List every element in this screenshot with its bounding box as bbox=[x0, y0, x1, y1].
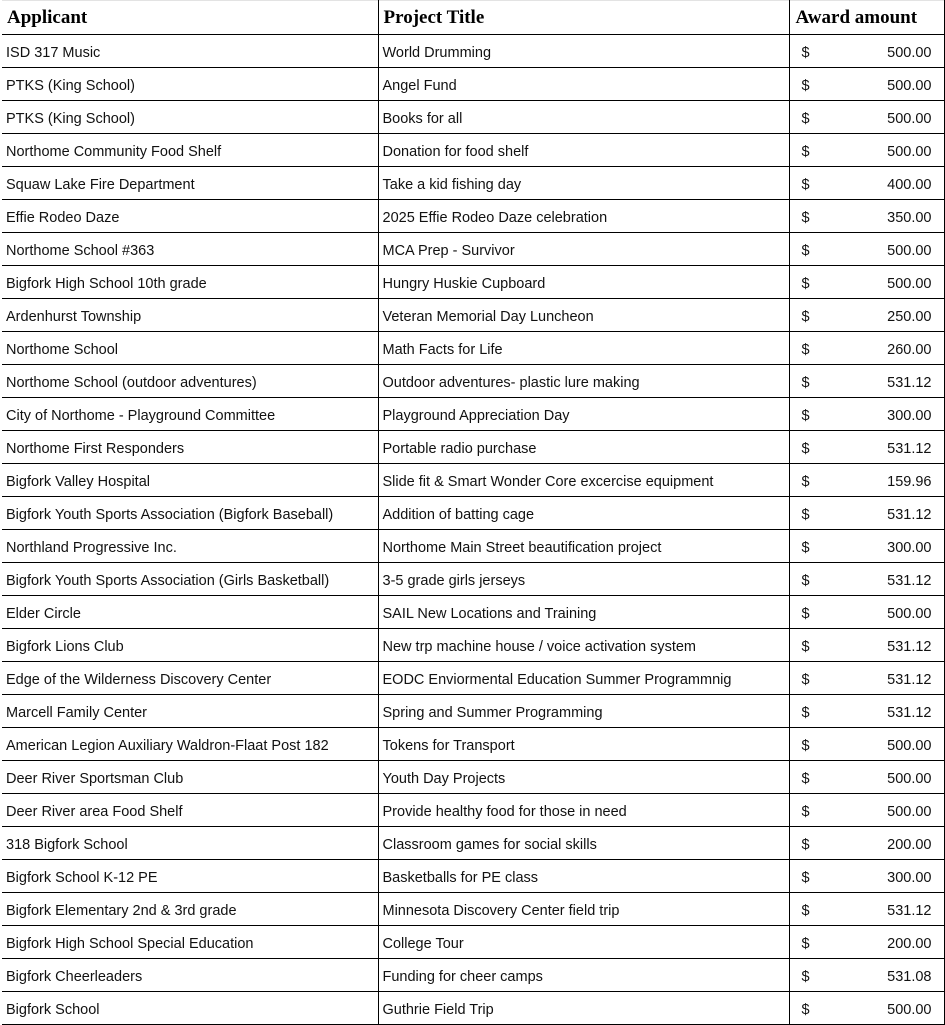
currency-symbol: $ bbox=[801, 540, 810, 556]
award-amount-value: 250.00 bbox=[887, 309, 932, 325]
cell-applicant[interactable]: Edge of the Wilderness Discovery Center bbox=[2, 662, 378, 695]
award-amount-wrapper bbox=[802, 171, 932, 199]
award-amount-value: 531.12 bbox=[887, 639, 932, 655]
award-amount-value: 531.12 bbox=[887, 672, 932, 688]
award-amount-wrapper bbox=[802, 105, 932, 133]
cell-award-amount[interactable] bbox=[789, 464, 944, 497]
table-row bbox=[2, 992, 944, 1025]
table-row bbox=[2, 959, 944, 992]
award-amount-wrapper bbox=[802, 798, 932, 826]
table-body bbox=[2, 35, 944, 1025]
cell-applicant[interactable]: Squaw Lake Fire Department bbox=[2, 167, 378, 200]
cell-project-title[interactable]: Northome Main Street beautification project bbox=[378, 530, 789, 563]
cell-applicant[interactable]: Bigfork Youth Sports Association (Bigfork Baseball) bbox=[2, 497, 378, 530]
currency-symbol: $ bbox=[801, 144, 810, 160]
cell-applicant[interactable]: Northome School (outdoor adventures) bbox=[2, 365, 378, 398]
award-amount-value: 260.00 bbox=[887, 342, 932, 358]
currency-symbol: $ bbox=[801, 375, 810, 391]
cell-project-title[interactable]: Funding for cheer camps bbox=[378, 959, 789, 992]
award-amount-wrapper bbox=[802, 237, 932, 265]
currency-symbol: $ bbox=[801, 474, 810, 490]
award-amount-wrapper bbox=[802, 468, 932, 496]
cell-applicant[interactable]: Ardenhurst Township bbox=[2, 299, 378, 332]
currency-symbol: $ bbox=[801, 177, 810, 193]
award-amount-wrapper bbox=[802, 138, 932, 166]
cell-project-title[interactable]: 2025 Effie Rodeo Daze celebration bbox=[378, 200, 789, 233]
cell-project-title[interactable]: Provide healthy food for those in need bbox=[378, 794, 789, 827]
cell-award-amount[interactable] bbox=[789, 134, 944, 167]
cell-award-amount[interactable] bbox=[789, 695, 944, 728]
award-amount-value: 500.00 bbox=[887, 606, 932, 622]
table-row bbox=[2, 332, 944, 365]
cell-project-title[interactable]: Basketballs for PE class bbox=[378, 860, 789, 893]
header-applicant[interactable]: Applicant bbox=[2, 1, 378, 35]
table-row bbox=[2, 860, 944, 893]
cell-applicant[interactable]: Deer River area Food Shelf bbox=[2, 794, 378, 827]
award-amount-wrapper bbox=[802, 336, 932, 364]
cell-award-amount[interactable] bbox=[789, 596, 944, 629]
table-row bbox=[2, 68, 944, 101]
cell-applicant[interactable]: PTKS (King School) bbox=[2, 68, 378, 101]
cell-project-title[interactable]: Playground Appreciation Day bbox=[378, 398, 789, 431]
award-amount-value: 500.00 bbox=[887, 738, 932, 754]
award-amount-value: 531.12 bbox=[887, 375, 932, 391]
award-amount-wrapper bbox=[802, 402, 932, 430]
currency-symbol: $ bbox=[801, 309, 810, 325]
cell-applicant[interactable]: Northome School bbox=[2, 332, 378, 365]
table-row bbox=[2, 662, 944, 695]
cell-award-amount[interactable] bbox=[789, 827, 944, 860]
currency-symbol: $ bbox=[801, 507, 810, 523]
award-amount-wrapper bbox=[802, 732, 932, 760]
cell-applicant[interactable]: Bigfork Cheerleaders bbox=[2, 959, 378, 992]
cell-project-title[interactable]: Take a kid fishing day bbox=[378, 167, 789, 200]
award-amount-value: 200.00 bbox=[887, 936, 932, 952]
cell-applicant[interactable]: Northland Progressive Inc. bbox=[2, 530, 378, 563]
award-amount-wrapper bbox=[802, 699, 932, 727]
cell-award-amount[interactable] bbox=[789, 926, 944, 959]
currency-symbol: $ bbox=[801, 408, 810, 424]
cell-award-amount[interactable] bbox=[789, 728, 944, 761]
header-project-title[interactable]: Project Title bbox=[378, 1, 789, 35]
table-row bbox=[2, 761, 944, 794]
cell-applicant[interactable]: Bigfork Elementary 2nd & 3rd grade bbox=[2, 893, 378, 926]
cell-project-title[interactable]: Portable radio purchase bbox=[378, 431, 789, 464]
table-row bbox=[2, 563, 944, 596]
cell-award-amount[interactable] bbox=[789, 893, 944, 926]
award-amount-value: 500.00 bbox=[887, 276, 932, 292]
award-amount-wrapper bbox=[802, 534, 932, 562]
currency-symbol: $ bbox=[801, 1002, 810, 1018]
cell-award-amount[interactable] bbox=[789, 992, 944, 1025]
table-row bbox=[2, 398, 944, 431]
table-row bbox=[2, 695, 944, 728]
cell-project-title[interactable]: Hungry Huskie Cupboard bbox=[378, 266, 789, 299]
award-amount-wrapper bbox=[802, 501, 932, 529]
cell-project-title[interactable]: MCA Prep - Survivor bbox=[378, 233, 789, 266]
table-row bbox=[2, 101, 944, 134]
table-row bbox=[2, 134, 944, 167]
cell-project-title[interactable]: EODC Enviormental Education Summer Programmnig bbox=[378, 662, 789, 695]
cell-award-amount[interactable] bbox=[789, 365, 944, 398]
cell-project-title[interactable]: Guthrie Field Trip bbox=[378, 992, 789, 1025]
currency-symbol: $ bbox=[801, 804, 810, 820]
currency-symbol: $ bbox=[801, 78, 810, 94]
currency-symbol: $ bbox=[801, 243, 810, 259]
currency-symbol: $ bbox=[801, 573, 810, 589]
currency-symbol: $ bbox=[801, 276, 810, 292]
currency-symbol: $ bbox=[801, 342, 810, 358]
cell-award-amount[interactable] bbox=[789, 167, 944, 200]
cell-project-title[interactable]: Classroom games for social skills bbox=[378, 827, 789, 860]
currency-symbol: $ bbox=[801, 45, 810, 61]
award-amount-value: 159.96 bbox=[887, 474, 932, 490]
cell-applicant[interactable]: Bigfork School K-12 PE bbox=[2, 860, 378, 893]
currency-symbol: $ bbox=[801, 936, 810, 952]
cell-applicant[interactable]: American Legion Auxiliary Waldron-Flaat Post 182 bbox=[2, 728, 378, 761]
award-amount-wrapper bbox=[802, 369, 932, 397]
cell-award-amount[interactable] bbox=[789, 959, 944, 992]
cell-award-amount[interactable] bbox=[789, 266, 944, 299]
cell-project-title[interactable]: Spring and Summer Programming bbox=[378, 695, 789, 728]
award-amount-wrapper bbox=[802, 303, 932, 331]
cell-applicant[interactable]: PTKS (King School) bbox=[2, 101, 378, 134]
cell-project-title[interactable]: New trp machine house / voice activation system bbox=[378, 629, 789, 662]
award-amount-value: 531.12 bbox=[887, 705, 932, 721]
currency-symbol: $ bbox=[801, 111, 810, 127]
currency-symbol: $ bbox=[801, 738, 810, 754]
table-row bbox=[2, 464, 944, 497]
cell-award-amount[interactable] bbox=[789, 629, 944, 662]
award-amount-value: 350.00 bbox=[887, 210, 932, 226]
cell-applicant[interactable]: Bigfork High School 10th grade bbox=[2, 266, 378, 299]
award-amount-wrapper bbox=[802, 435, 932, 463]
award-amount-wrapper bbox=[802, 633, 932, 661]
currency-symbol: $ bbox=[801, 870, 810, 886]
table-row bbox=[2, 827, 944, 860]
cell-project-title[interactable]: Tokens for Transport bbox=[378, 728, 789, 761]
cell-award-amount[interactable] bbox=[789, 233, 944, 266]
cell-applicant[interactable]: Bigfork School bbox=[2, 992, 378, 1025]
cell-project-title[interactable]: Math Facts for Life bbox=[378, 332, 789, 365]
award-amount-value: 531.12 bbox=[887, 903, 932, 919]
currency-symbol: $ bbox=[801, 672, 810, 688]
cell-project-title[interactable]: Books for all bbox=[378, 101, 789, 134]
cell-award-amount[interactable] bbox=[789, 431, 944, 464]
cell-project-title[interactable]: 3-5 grade girls jerseys bbox=[378, 563, 789, 596]
award-amount-value: 500.00 bbox=[887, 111, 932, 127]
table-row bbox=[2, 431, 944, 464]
award-amount-wrapper bbox=[802, 204, 932, 232]
award-amount-wrapper bbox=[802, 996, 932, 1024]
award-amount-wrapper bbox=[802, 72, 932, 100]
cell-project-title[interactable]: Minnesota Discovery Center field trip bbox=[378, 893, 789, 926]
cell-applicant[interactable]: 318 Bigfork School bbox=[2, 827, 378, 860]
cell-applicant[interactable]: City of Northome - Playground Committee bbox=[2, 398, 378, 431]
award-amount-wrapper bbox=[802, 930, 932, 958]
cell-project-title[interactable]: Slide fit & Smart Wonder Core excercise equipment bbox=[378, 464, 789, 497]
table-row bbox=[2, 728, 944, 761]
award-amount-value: 531.12 bbox=[887, 441, 932, 457]
award-amount-wrapper bbox=[802, 39, 932, 67]
table-row bbox=[2, 365, 944, 398]
table-row bbox=[2, 497, 944, 530]
table-row bbox=[2, 299, 944, 332]
award-amount-value: 500.00 bbox=[887, 78, 932, 94]
header-row bbox=[2, 1, 944, 35]
currency-symbol: $ bbox=[801, 837, 810, 853]
award-amount-value: 500.00 bbox=[887, 144, 932, 160]
currency-symbol: $ bbox=[801, 606, 810, 622]
table-row bbox=[2, 893, 944, 926]
cell-applicant[interactable]: ISD 317 Music bbox=[2, 35, 378, 68]
award-amount-wrapper bbox=[802, 864, 932, 892]
cell-award-amount[interactable] bbox=[789, 101, 944, 134]
cell-award-amount[interactable] bbox=[789, 860, 944, 893]
currency-symbol: $ bbox=[801, 639, 810, 655]
cell-project-title[interactable]: Outdoor adventures- plastic lure making bbox=[378, 365, 789, 398]
award-amount-value: 531.12 bbox=[887, 573, 932, 589]
table-row bbox=[2, 233, 944, 266]
header-award-amount[interactable]: Award amount bbox=[789, 1, 944, 35]
currency-symbol: $ bbox=[801, 441, 810, 457]
award-amount-wrapper bbox=[802, 600, 932, 628]
cell-award-amount[interactable] bbox=[789, 35, 944, 68]
cell-award-amount[interactable] bbox=[789, 299, 944, 332]
cell-applicant[interactable]: Northome School #363 bbox=[2, 233, 378, 266]
award-amount-value: 300.00 bbox=[887, 408, 932, 424]
cell-project-title[interactable]: Donation for food shelf bbox=[378, 134, 789, 167]
cell-applicant[interactable]: Northome First Responders bbox=[2, 431, 378, 464]
table-row bbox=[2, 926, 944, 959]
cell-award-amount[interactable] bbox=[789, 530, 944, 563]
award-amount-value: 500.00 bbox=[887, 1002, 932, 1018]
cell-applicant[interactable]: Bigfork Youth Sports Association (Girls Basketball) bbox=[2, 563, 378, 596]
award-amount-value: 300.00 bbox=[887, 870, 932, 886]
cell-applicant[interactable]: Bigfork High School Special Education bbox=[2, 926, 378, 959]
cell-award-amount[interactable] bbox=[789, 761, 944, 794]
table-row bbox=[2, 530, 944, 563]
cell-award-amount[interactable] bbox=[789, 68, 944, 101]
cell-award-amount[interactable] bbox=[789, 662, 944, 695]
cell-project-title[interactable]: SAIL New Locations and Training bbox=[378, 596, 789, 629]
award-amount-wrapper bbox=[802, 963, 932, 991]
currency-symbol: $ bbox=[801, 903, 810, 919]
award-amount-value: 500.00 bbox=[887, 771, 932, 787]
cell-applicant[interactable]: Bigfork Lions Club bbox=[2, 629, 378, 662]
cell-award-amount[interactable] bbox=[789, 794, 944, 827]
awards-table bbox=[2, 0, 945, 1025]
award-amount-wrapper bbox=[802, 897, 932, 925]
table-row bbox=[2, 167, 944, 200]
cell-applicant[interactable]: Effie Rodeo Daze bbox=[2, 200, 378, 233]
cell-applicant[interactable]: Northome Community Food Shelf bbox=[2, 134, 378, 167]
cell-applicant[interactable]: Deer River Sportsman Club bbox=[2, 761, 378, 794]
award-amount-value: 531.12 bbox=[887, 507, 932, 523]
award-amount-value: 500.00 bbox=[887, 804, 932, 820]
cell-award-amount[interactable] bbox=[789, 497, 944, 530]
cell-project-title[interactable]: Youth Day Projects bbox=[378, 761, 789, 794]
award-amount-wrapper bbox=[802, 666, 932, 694]
award-amount-value: 400.00 bbox=[887, 177, 932, 193]
cell-project-title[interactable]: College Tour bbox=[378, 926, 789, 959]
cell-award-amount[interactable] bbox=[789, 200, 944, 233]
cell-applicant[interactable]: Marcell Family Center bbox=[2, 695, 378, 728]
currency-symbol: $ bbox=[801, 210, 810, 226]
cell-award-amount[interactable] bbox=[789, 332, 944, 365]
award-amount-value: 500.00 bbox=[887, 45, 932, 61]
cell-applicant[interactable]: Elder Circle bbox=[2, 596, 378, 629]
award-amount-value: 500.00 bbox=[887, 243, 932, 259]
cell-project-title[interactable]: Addition of batting cage bbox=[378, 497, 789, 530]
cell-award-amount[interactable] bbox=[789, 398, 944, 431]
table-row bbox=[2, 35, 944, 68]
award-amount-value: 300.00 bbox=[887, 540, 932, 556]
cell-project-title[interactable]: World Drumming bbox=[378, 35, 789, 68]
award-amount-wrapper bbox=[802, 765, 932, 793]
table-row bbox=[2, 629, 944, 662]
currency-symbol: $ bbox=[801, 771, 810, 787]
award-amount-value: 200.00 bbox=[887, 837, 932, 853]
currency-symbol: $ bbox=[801, 969, 810, 985]
cell-applicant[interactable]: Bigfork Valley Hospital bbox=[2, 464, 378, 497]
table-row bbox=[2, 596, 944, 629]
award-amount-value: 531.08 bbox=[887, 969, 932, 985]
table-row bbox=[2, 266, 944, 299]
table-row bbox=[2, 794, 944, 827]
award-amount-wrapper bbox=[802, 270, 932, 298]
award-amount-wrapper bbox=[802, 831, 932, 859]
currency-symbol: $ bbox=[801, 705, 810, 721]
cell-award-amount[interactable] bbox=[789, 563, 944, 596]
cell-project-title[interactable]: Veteran Memorial Day Luncheon bbox=[378, 299, 789, 332]
table-row bbox=[2, 200, 944, 233]
cell-project-title[interactable]: Angel Fund bbox=[378, 68, 789, 101]
award-amount-wrapper bbox=[802, 567, 932, 595]
